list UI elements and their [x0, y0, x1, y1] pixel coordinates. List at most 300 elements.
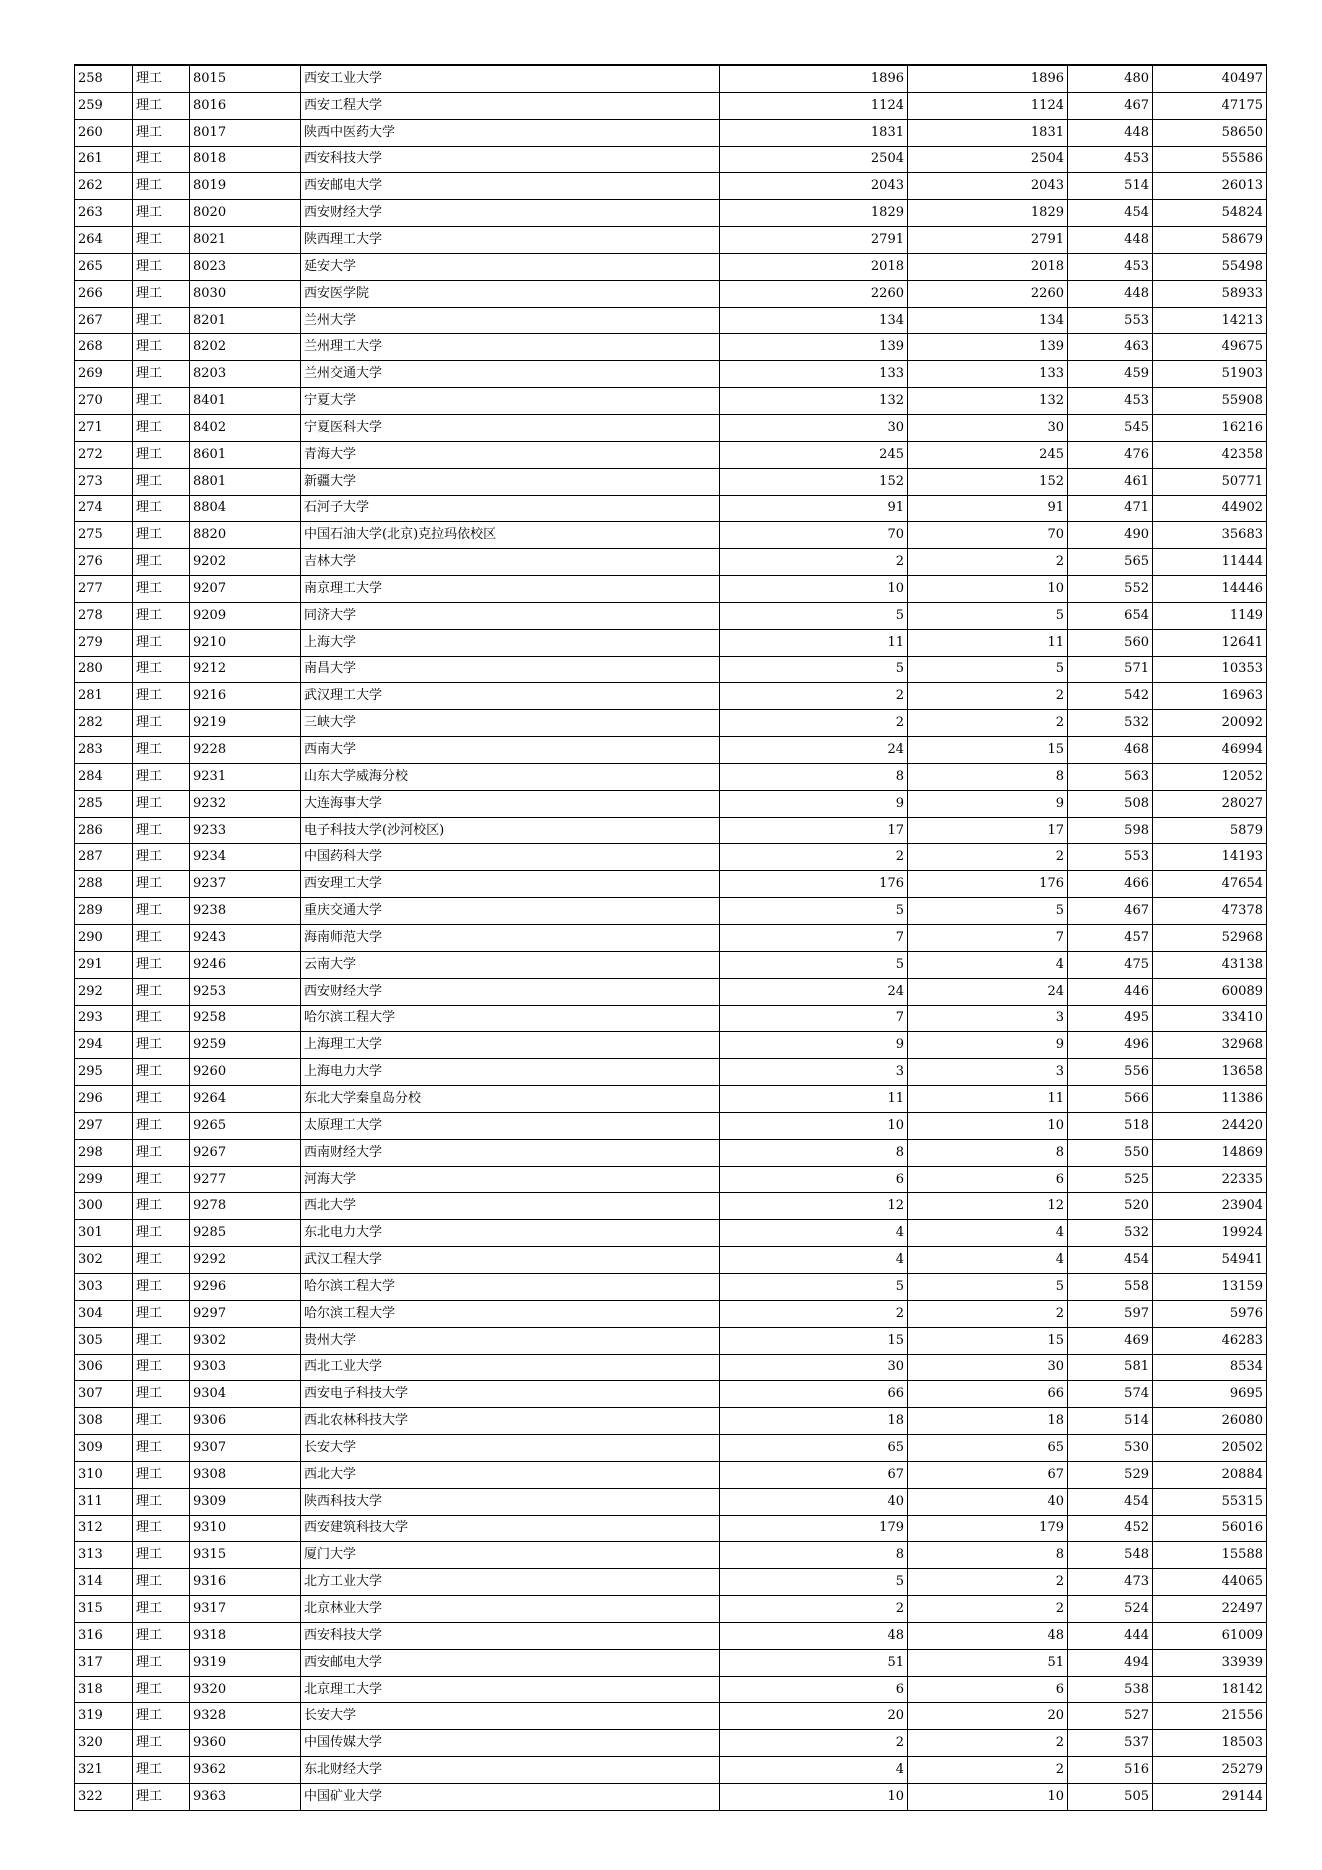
- plan-count-cell: 40: [720, 1488, 908, 1515]
- min-score-cell: 598: [1068, 817, 1153, 844]
- row-number-cell: 278: [75, 602, 133, 629]
- school-code-cell: 9306: [190, 1408, 301, 1435]
- min-rank-cell: 42358: [1153, 441, 1267, 468]
- min-score-cell: 490: [1068, 522, 1153, 549]
- min-score-cell: 565: [1068, 549, 1153, 576]
- table-row: [75, 361, 1267, 388]
- category-cell: 理工: [133, 388, 190, 415]
- min-score-cell: 529: [1068, 1461, 1153, 1488]
- row-number-cell: 261: [75, 146, 133, 173]
- admitted-count-cell: 176: [908, 871, 1068, 898]
- plan-count-cell: 5: [720, 602, 908, 629]
- min-rank-cell: 54824: [1153, 200, 1267, 227]
- admitted-count-cell: 66: [908, 1381, 1068, 1408]
- table-row: [75, 119, 1267, 146]
- school-code-cell: 9315: [190, 1542, 301, 1569]
- school-name-cell: 武汉理工大学: [301, 683, 720, 710]
- min-rank-cell: 55586: [1153, 146, 1267, 173]
- row-number-cell: 286: [75, 817, 133, 844]
- plan-count-cell: 2260: [720, 280, 908, 307]
- min-rank-cell: 24420: [1153, 1112, 1267, 1139]
- row-number-cell: 281: [75, 683, 133, 710]
- category-cell: 理工: [133, 1166, 190, 1193]
- school-code-cell: 8020: [190, 200, 301, 227]
- school-code-cell: 9304: [190, 1381, 301, 1408]
- row-number-cell: 282: [75, 710, 133, 737]
- min-rank-cell: 20884: [1153, 1461, 1267, 1488]
- table-row: [75, 951, 1267, 978]
- min-score-cell: 527: [1068, 1703, 1153, 1730]
- school-name-cell: 哈尔滨工程大学: [301, 1300, 720, 1327]
- school-code-cell: 9231: [190, 763, 301, 790]
- min-rank-cell: 14446: [1153, 576, 1267, 603]
- school-name-cell: 南京理工大学: [301, 576, 720, 603]
- admitted-count-cell: 2: [908, 1730, 1068, 1757]
- min-score-cell: 452: [1068, 1515, 1153, 1542]
- category-cell: 理工: [133, 1703, 190, 1730]
- plan-count-cell: 7: [720, 925, 908, 952]
- plan-count-cell: 4: [720, 1757, 908, 1784]
- table-row: [75, 1703, 1267, 1730]
- plan-count-cell: 2: [720, 549, 908, 576]
- category-cell: 理工: [133, 1515, 190, 1542]
- school-code-cell: 9320: [190, 1676, 301, 1703]
- table-row: [75, 629, 1267, 656]
- table-row: [75, 1730, 1267, 1757]
- admitted-count-cell: 132: [908, 388, 1068, 415]
- table-row: [75, 1569, 1267, 1596]
- admitted-count-cell: 10: [908, 1784, 1068, 1811]
- min-score-cell: 453: [1068, 388, 1153, 415]
- min-score-cell: 537: [1068, 1730, 1153, 1757]
- admitted-count-cell: 15: [908, 737, 1068, 764]
- school-name-cell: 电子科技大学(沙河校区): [301, 817, 720, 844]
- school-code-cell: 9292: [190, 1247, 301, 1274]
- min-score-cell: 469: [1068, 1327, 1153, 1354]
- school-code-cell: 9297: [190, 1300, 301, 1327]
- row-number-cell: 267: [75, 307, 133, 334]
- min-rank-cell: 60089: [1153, 978, 1267, 1005]
- category-cell: 理工: [133, 1273, 190, 1300]
- min-rank-cell: 18503: [1153, 1730, 1267, 1757]
- table-row: [75, 1515, 1267, 1542]
- admitted-count-cell: 8: [908, 1542, 1068, 1569]
- table-row: [75, 468, 1267, 495]
- category-cell: 理工: [133, 1542, 190, 1569]
- admitted-count-cell: 18: [908, 1408, 1068, 1435]
- plan-count-cell: 18: [720, 1408, 908, 1435]
- category-cell: 理工: [133, 119, 190, 146]
- min-rank-cell: 29144: [1153, 1784, 1267, 1811]
- table-row: [75, 763, 1267, 790]
- school-code-cell: 9363: [190, 1784, 301, 1811]
- plan-count-cell: 132: [720, 388, 908, 415]
- min-score-cell: 454: [1068, 200, 1153, 227]
- min-rank-cell: 26013: [1153, 173, 1267, 200]
- row-number-cell: 318: [75, 1676, 133, 1703]
- school-name-cell: 厦门大学: [301, 1542, 720, 1569]
- plan-count-cell: 5: [720, 898, 908, 925]
- table-row: [75, 495, 1267, 522]
- row-number-cell: 274: [75, 495, 133, 522]
- min-score-cell: 556: [1068, 1059, 1153, 1086]
- row-number-cell: 301: [75, 1220, 133, 1247]
- row-number-cell: 270: [75, 388, 133, 415]
- table-row: [75, 227, 1267, 254]
- category-cell: 理工: [133, 1193, 190, 1220]
- school-name-cell: 新疆大学: [301, 468, 720, 495]
- admitted-count-cell: 48: [908, 1622, 1068, 1649]
- school-name-cell: 哈尔滨工程大学: [301, 1273, 720, 1300]
- plan-count-cell: 8: [720, 1139, 908, 1166]
- school-name-cell: 西安工业大学: [301, 65, 720, 92]
- table-row: [75, 656, 1267, 683]
- plan-count-cell: 2: [720, 1596, 908, 1623]
- school-code-cell: 9318: [190, 1622, 301, 1649]
- row-number-cell: 287: [75, 844, 133, 871]
- min-rank-cell: 40497: [1153, 65, 1267, 92]
- plan-count-cell: 9: [720, 790, 908, 817]
- school-code-cell: 9234: [190, 844, 301, 871]
- min-rank-cell: 12641: [1153, 629, 1267, 656]
- table-row: [75, 173, 1267, 200]
- min-rank-cell: 16963: [1153, 683, 1267, 710]
- school-code-cell: 9232: [190, 790, 301, 817]
- school-name-cell: 兰州大学: [301, 307, 720, 334]
- min-rank-cell: 58679: [1153, 227, 1267, 254]
- school-code-cell: 9316: [190, 1569, 301, 1596]
- min-score-cell: 560: [1068, 629, 1153, 656]
- admitted-count-cell: 245: [908, 441, 1068, 468]
- table-row: [75, 898, 1267, 925]
- table-row: [75, 1676, 1267, 1703]
- category-cell: 理工: [133, 1569, 190, 1596]
- min-rank-cell: 18142: [1153, 1676, 1267, 1703]
- table-row: [75, 1596, 1267, 1623]
- school-name-cell: 山东大学威海分校: [301, 763, 720, 790]
- min-rank-cell: 55315: [1153, 1488, 1267, 1515]
- min-rank-cell: 28027: [1153, 790, 1267, 817]
- school-code-cell: 9309: [190, 1488, 301, 1515]
- plan-count-cell: 24: [720, 978, 908, 1005]
- admission-table: [74, 64, 1267, 1811]
- admitted-count-cell: 3: [908, 1005, 1068, 1032]
- row-number-cell: 305: [75, 1327, 133, 1354]
- plan-count-cell: 2: [720, 1300, 908, 1327]
- min-score-cell: 461: [1068, 468, 1153, 495]
- school-name-cell: 西安财经大学: [301, 978, 720, 1005]
- school-code-cell: 8018: [190, 146, 301, 173]
- min-rank-cell: 49675: [1153, 334, 1267, 361]
- school-name-cell: 东北财经大学: [301, 1757, 720, 1784]
- row-number-cell: 304: [75, 1300, 133, 1327]
- category-cell: 理工: [133, 1461, 190, 1488]
- school-code-cell: 8402: [190, 414, 301, 441]
- min-rank-cell: 33939: [1153, 1649, 1267, 1676]
- min-rank-cell: 46283: [1153, 1327, 1267, 1354]
- table-row: [75, 1247, 1267, 1274]
- table-row: [75, 1059, 1267, 1086]
- plan-count-cell: 15: [720, 1327, 908, 1354]
- category-cell: 理工: [133, 441, 190, 468]
- row-number-cell: 299: [75, 1166, 133, 1193]
- school-code-cell: 8021: [190, 227, 301, 254]
- min-score-cell: 530: [1068, 1435, 1153, 1462]
- plan-count-cell: 51: [720, 1649, 908, 1676]
- min-score-cell: 518: [1068, 1112, 1153, 1139]
- plan-count-cell: 70: [720, 522, 908, 549]
- school-code-cell: 9302: [190, 1327, 301, 1354]
- min-rank-cell: 35683: [1153, 522, 1267, 549]
- min-rank-cell: 61009: [1153, 1622, 1267, 1649]
- table-row: [75, 1327, 1267, 1354]
- admitted-count-cell: 1896: [908, 65, 1068, 92]
- min-score-cell: 466: [1068, 871, 1153, 898]
- category-cell: 理工: [133, 361, 190, 388]
- admitted-count-cell: 5: [908, 656, 1068, 683]
- category-cell: 理工: [133, 1757, 190, 1784]
- table-row: [75, 1649, 1267, 1676]
- plan-count-cell: 12: [720, 1193, 908, 1220]
- school-name-cell: 兰州交通大学: [301, 361, 720, 388]
- row-number-cell: 290: [75, 925, 133, 952]
- admitted-count-cell: 10: [908, 1112, 1068, 1139]
- admitted-count-cell: 139: [908, 334, 1068, 361]
- school-name-cell: 延安大学: [301, 253, 720, 280]
- min-rank-cell: 46994: [1153, 737, 1267, 764]
- category-cell: 理工: [133, 763, 190, 790]
- category-cell: 理工: [133, 1032, 190, 1059]
- min-score-cell: 467: [1068, 92, 1153, 119]
- category-cell: 理工: [133, 790, 190, 817]
- table-row: [75, 1220, 1267, 1247]
- admitted-count-cell: 133: [908, 361, 1068, 388]
- row-number-cell: 276: [75, 549, 133, 576]
- min-score-cell: 446: [1068, 978, 1153, 1005]
- table-row: [75, 1354, 1267, 1381]
- admitted-count-cell: 179: [908, 1515, 1068, 1542]
- min-score-cell: 538: [1068, 1676, 1153, 1703]
- row-number-cell: 284: [75, 763, 133, 790]
- school-code-cell: 9317: [190, 1596, 301, 1623]
- admitted-count-cell: 12: [908, 1193, 1068, 1220]
- school-code-cell: 9260: [190, 1059, 301, 1086]
- plan-count-cell: 2: [720, 683, 908, 710]
- school-name-cell: 宁夏大学: [301, 388, 720, 415]
- plan-count-cell: 11: [720, 629, 908, 656]
- row-number-cell: 283: [75, 737, 133, 764]
- admitted-count-cell: 1124: [908, 92, 1068, 119]
- admitted-count-cell: 65: [908, 1435, 1068, 1462]
- admitted-count-cell: 4: [908, 951, 1068, 978]
- min-rank-cell: 13159: [1153, 1273, 1267, 1300]
- min-rank-cell: 32968: [1153, 1032, 1267, 1059]
- table-row: [75, 92, 1267, 119]
- category-cell: 理工: [133, 1327, 190, 1354]
- plan-count-cell: 7: [720, 1005, 908, 1032]
- category-cell: 理工: [133, 1730, 190, 1757]
- table-row: [75, 1086, 1267, 1113]
- admitted-count-cell: 9: [908, 1032, 1068, 1059]
- min-score-cell: 453: [1068, 146, 1153, 173]
- table-row: [75, 146, 1267, 173]
- admitted-count-cell: 20: [908, 1703, 1068, 1730]
- plan-count-cell: 17: [720, 817, 908, 844]
- table-row: [75, 200, 1267, 227]
- school-name-cell: 东北电力大学: [301, 1220, 720, 1247]
- admitted-count-cell: 51: [908, 1649, 1068, 1676]
- category-cell: 理工: [133, 737, 190, 764]
- plan-count-cell: 1829: [720, 200, 908, 227]
- row-number-cell: 293: [75, 1005, 133, 1032]
- category-cell: 理工: [133, 1408, 190, 1435]
- min-score-cell: 494: [1068, 1649, 1153, 1676]
- table-row: [75, 1166, 1267, 1193]
- category-cell: 理工: [133, 629, 190, 656]
- min-score-cell: 581: [1068, 1354, 1153, 1381]
- plan-count-cell: 1896: [720, 65, 908, 92]
- category-cell: 理工: [133, 200, 190, 227]
- min-score-cell: 548: [1068, 1542, 1153, 1569]
- table-row: [75, 1300, 1267, 1327]
- plan-count-cell: 152: [720, 468, 908, 495]
- category-cell: 理工: [133, 844, 190, 871]
- min-rank-cell: 1149: [1153, 602, 1267, 629]
- row-number-cell: 271: [75, 414, 133, 441]
- min-score-cell: 553: [1068, 844, 1153, 871]
- admitted-count-cell: 2791: [908, 227, 1068, 254]
- admitted-count-cell: 91: [908, 495, 1068, 522]
- school-name-cell: 西北大学: [301, 1193, 720, 1220]
- category-cell: 理工: [133, 253, 190, 280]
- school-name-cell: 太原理工大学: [301, 1112, 720, 1139]
- row-number-cell: 302: [75, 1247, 133, 1274]
- category-cell: 理工: [133, 414, 190, 441]
- table-row: [75, 307, 1267, 334]
- school-name-cell: 上海理工大学: [301, 1032, 720, 1059]
- row-number-cell: 319: [75, 1703, 133, 1730]
- min-rank-cell: 25279: [1153, 1757, 1267, 1784]
- row-number-cell: 266: [75, 280, 133, 307]
- school-name-cell: 西南财经大学: [301, 1139, 720, 1166]
- category-cell: 理工: [133, 549, 190, 576]
- school-code-cell: 9219: [190, 710, 301, 737]
- table-row: [75, 844, 1267, 871]
- category-cell: 理工: [133, 1784, 190, 1811]
- admitted-count-cell: 2260: [908, 280, 1068, 307]
- school-code-cell: 9278: [190, 1193, 301, 1220]
- plan-count-cell: 10: [720, 1784, 908, 1811]
- min-rank-cell: 47654: [1153, 871, 1267, 898]
- admitted-count-cell: 11: [908, 1086, 1068, 1113]
- min-rank-cell: 13658: [1153, 1059, 1267, 1086]
- min-score-cell: 597: [1068, 1300, 1153, 1327]
- table-row: [75, 602, 1267, 629]
- min-score-cell: 574: [1068, 1381, 1153, 1408]
- row-number-cell: 322: [75, 1784, 133, 1811]
- school-name-cell: 陕西中医药大学: [301, 119, 720, 146]
- school-name-cell: 武汉工程大学: [301, 1247, 720, 1274]
- min-rank-cell: 16216: [1153, 414, 1267, 441]
- school-code-cell: 9238: [190, 898, 301, 925]
- admitted-count-cell: 70: [908, 522, 1068, 549]
- min-rank-cell: 5976: [1153, 1300, 1267, 1327]
- school-code-cell: 9216: [190, 683, 301, 710]
- admitted-count-cell: 30: [908, 414, 1068, 441]
- plan-count-cell: 245: [720, 441, 908, 468]
- school-name-cell: 西北农林科技大学: [301, 1408, 720, 1435]
- row-number-cell: 320: [75, 1730, 133, 1757]
- school-name-cell: 长安大学: [301, 1703, 720, 1730]
- admitted-count-cell: 4: [908, 1247, 1068, 1274]
- school-code-cell: 8030: [190, 280, 301, 307]
- admitted-count-cell: 4: [908, 1220, 1068, 1247]
- min-score-cell: 473: [1068, 1569, 1153, 1596]
- min-rank-cell: 51903: [1153, 361, 1267, 388]
- category-cell: 理工: [133, 495, 190, 522]
- table-row: [75, 1112, 1267, 1139]
- admitted-count-cell: 2: [908, 1569, 1068, 1596]
- row-number-cell: 306: [75, 1354, 133, 1381]
- min-rank-cell: 14193: [1153, 844, 1267, 871]
- min-score-cell: 542: [1068, 683, 1153, 710]
- min-score-cell: 508: [1068, 790, 1153, 817]
- school-name-cell: 西安财经大学: [301, 200, 720, 227]
- min-score-cell: 480: [1068, 65, 1153, 92]
- min-rank-cell: 21556: [1153, 1703, 1267, 1730]
- school-name-cell: 青海大学: [301, 441, 720, 468]
- category-cell: 理工: [133, 1086, 190, 1113]
- row-number-cell: 273: [75, 468, 133, 495]
- row-number-cell: 312: [75, 1515, 133, 1542]
- admitted-count-cell: 2504: [908, 146, 1068, 173]
- admitted-count-cell: 134: [908, 307, 1068, 334]
- school-code-cell: 9303: [190, 1354, 301, 1381]
- school-name-cell: 云南大学: [301, 951, 720, 978]
- category-cell: 理工: [133, 683, 190, 710]
- min-score-cell: 553: [1068, 307, 1153, 334]
- min-score-cell: 571: [1068, 656, 1153, 683]
- min-score-cell: 448: [1068, 227, 1153, 254]
- min-score-cell: 448: [1068, 119, 1153, 146]
- school-name-cell: 上海电力大学: [301, 1059, 720, 1086]
- school-name-cell: 北京理工大学: [301, 1676, 720, 1703]
- min-score-cell: 532: [1068, 1220, 1153, 1247]
- school-code-cell: 9258: [190, 1005, 301, 1032]
- admitted-count-cell: 2: [908, 710, 1068, 737]
- min-rank-cell: 5879: [1153, 817, 1267, 844]
- min-rank-cell: 47175: [1153, 92, 1267, 119]
- plan-count-cell: 48: [720, 1622, 908, 1649]
- school-name-cell: 石河子大学: [301, 495, 720, 522]
- school-code-cell: 9285: [190, 1220, 301, 1247]
- school-code-cell: 9362: [190, 1757, 301, 1784]
- category-cell: 理工: [133, 1354, 190, 1381]
- row-number-cell: 295: [75, 1059, 133, 1086]
- table-row: [75, 1139, 1267, 1166]
- min-score-cell: 545: [1068, 414, 1153, 441]
- category-cell: 理工: [133, 898, 190, 925]
- school-code-cell: 8015: [190, 65, 301, 92]
- min-rank-cell: 58650: [1153, 119, 1267, 146]
- admitted-count-cell: 2043: [908, 173, 1068, 200]
- category-cell: 理工: [133, 710, 190, 737]
- plan-count-cell: 20: [720, 1703, 908, 1730]
- school-name-cell: 哈尔滨工程大学: [301, 1005, 720, 1032]
- row-number-cell: 259: [75, 92, 133, 119]
- school-name-cell: 西安建筑科技大学: [301, 1515, 720, 1542]
- row-number-cell: 265: [75, 253, 133, 280]
